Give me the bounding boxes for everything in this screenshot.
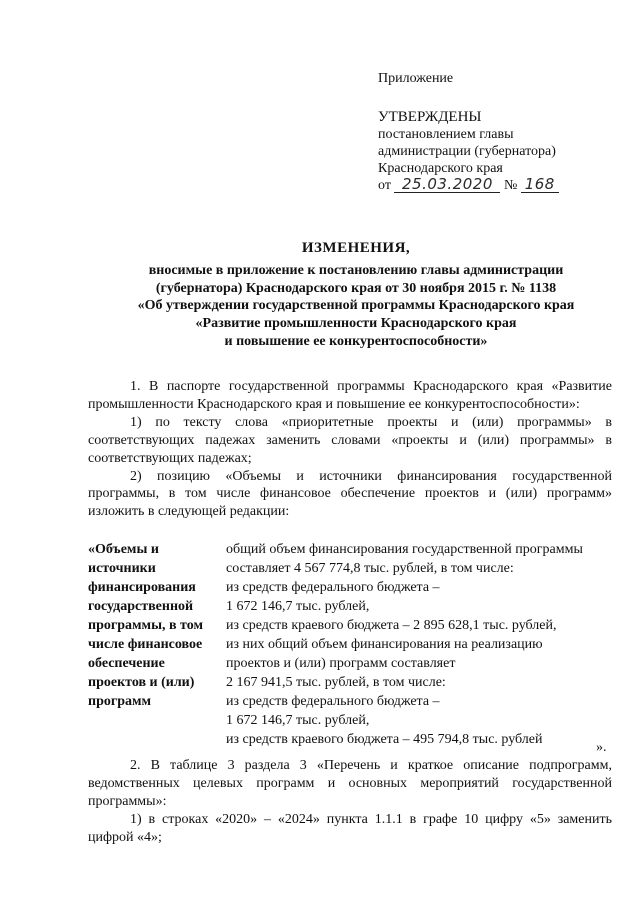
closing-quote: ». bbox=[596, 740, 607, 755]
subtitle-line-5: и повышение ее конкурентоспособности» bbox=[224, 333, 488, 349]
paragraph-5: 1) в строках «2020» – «2024» пункта 1.1.1 в графе 10 цифру «5» заменить цифрой «4»; bbox=[88, 811, 612, 845]
subtitle-line-1: вносимые в приложение к постановлению главы администрации bbox=[148, 263, 564, 278]
paragraph-2: 1) по тексту слова «приоритетные проекты и (или) программы» в соответствующих падежах заменить словами «проекты и (или) программы» в соответствующих падежах; bbox=[88, 414, 612, 466]
label-line: источники bbox=[88, 561, 156, 576]
subtitle-line-3: «Об утверждении государственной программы Краснодарского края bbox=[137, 298, 575, 314]
paragraph-3: 2) позицию «Объемы и источники финансирования государственной программы, в том числе финансовое обеспечение проектов и (или) программ» изложить в следующей редакции: bbox=[88, 468, 612, 520]
value-line: проектов и (или) программ составляет bbox=[226, 656, 456, 671]
financing-table-label bbox=[88, 540, 220, 711]
value-line: из них общий объем финансирования на реализацию bbox=[226, 637, 543, 652]
label-line: программ bbox=[88, 694, 152, 709]
label-line: финансирования bbox=[88, 580, 196, 595]
approval-date-line bbox=[378, 176, 559, 195]
financing-table-value bbox=[226, 540, 616, 749]
label-line: обеспечение bbox=[88, 656, 165, 671]
label-line: проектов и (или) bbox=[88, 675, 195, 690]
label-line: «Объемы и bbox=[88, 542, 159, 557]
label-line: программы, в том bbox=[88, 618, 204, 633]
value-line: 2 167 941,5 тыс. рублей, в том числе: bbox=[226, 675, 446, 690]
value-line: 1 672 146,7 тыс. рублей, bbox=[226, 713, 370, 728]
paragraph-4: 2. В таблице 3 раздела 3 «Перечень и краткое описание подпрограмм, ведомственных целевых программ и основных мероприятий государственной программы»: bbox=[88, 758, 612, 809]
label-line: государственной bbox=[88, 599, 194, 614]
approved-line-1: постановлением главы bbox=[378, 127, 514, 142]
approved-label: УТВЕРЖДЕНЫ bbox=[378, 109, 482, 125]
value-line: из средств федерального бюджета – bbox=[226, 694, 440, 709]
body-section-1 bbox=[88, 378, 612, 521]
subtitle-line-2: (губернатора) Краснодарского края от 30 ноября 2015 г. № 1138 bbox=[155, 280, 557, 296]
number-prefix: № bbox=[503, 178, 518, 193]
handwritten-date: 25.03.2020 bbox=[394, 176, 500, 193]
date-prefix: от bbox=[378, 178, 391, 193]
label-line: числе финансовое bbox=[88, 637, 203, 652]
value-line: общий объем финансирования государственной программы bbox=[226, 542, 583, 557]
value-line: из средств краевого бюджета – 495 794,8 тыс. рублей bbox=[226, 732, 543, 747]
appendix-label: Приложение bbox=[378, 71, 454, 86]
approved-line-2: администрации (губернатора) bbox=[378, 144, 556, 159]
subtitle-line-4: «Развитие промышленности Краснодарского края bbox=[195, 316, 517, 332]
approved-line-3: Краснодарского края bbox=[378, 161, 503, 176]
value-line: составляет 4 567 774,8 тыс. рублей, в том числе: bbox=[226, 561, 514, 576]
document-title: ИЗМЕНЕНИЯ, bbox=[301, 240, 411, 256]
document-subtitle bbox=[96, 262, 616, 351]
value-line: из средств федерального бюджета – bbox=[226, 580, 440, 595]
paragraph-1: 1. В паспорте государственной программы Краснодарского края «Развитие промышленности Краснодарского края и повышение ее конкурентоспособности»: bbox=[88, 379, 612, 412]
value-line: из средств краевого бюджета – 2 895 628,1 тыс. рублей, bbox=[226, 618, 557, 633]
value-line: 1 672 146,7 тыс. рублей, bbox=[226, 599, 370, 614]
handwritten-number: 168 bbox=[521, 176, 559, 193]
body-section-2 bbox=[88, 757, 612, 847]
